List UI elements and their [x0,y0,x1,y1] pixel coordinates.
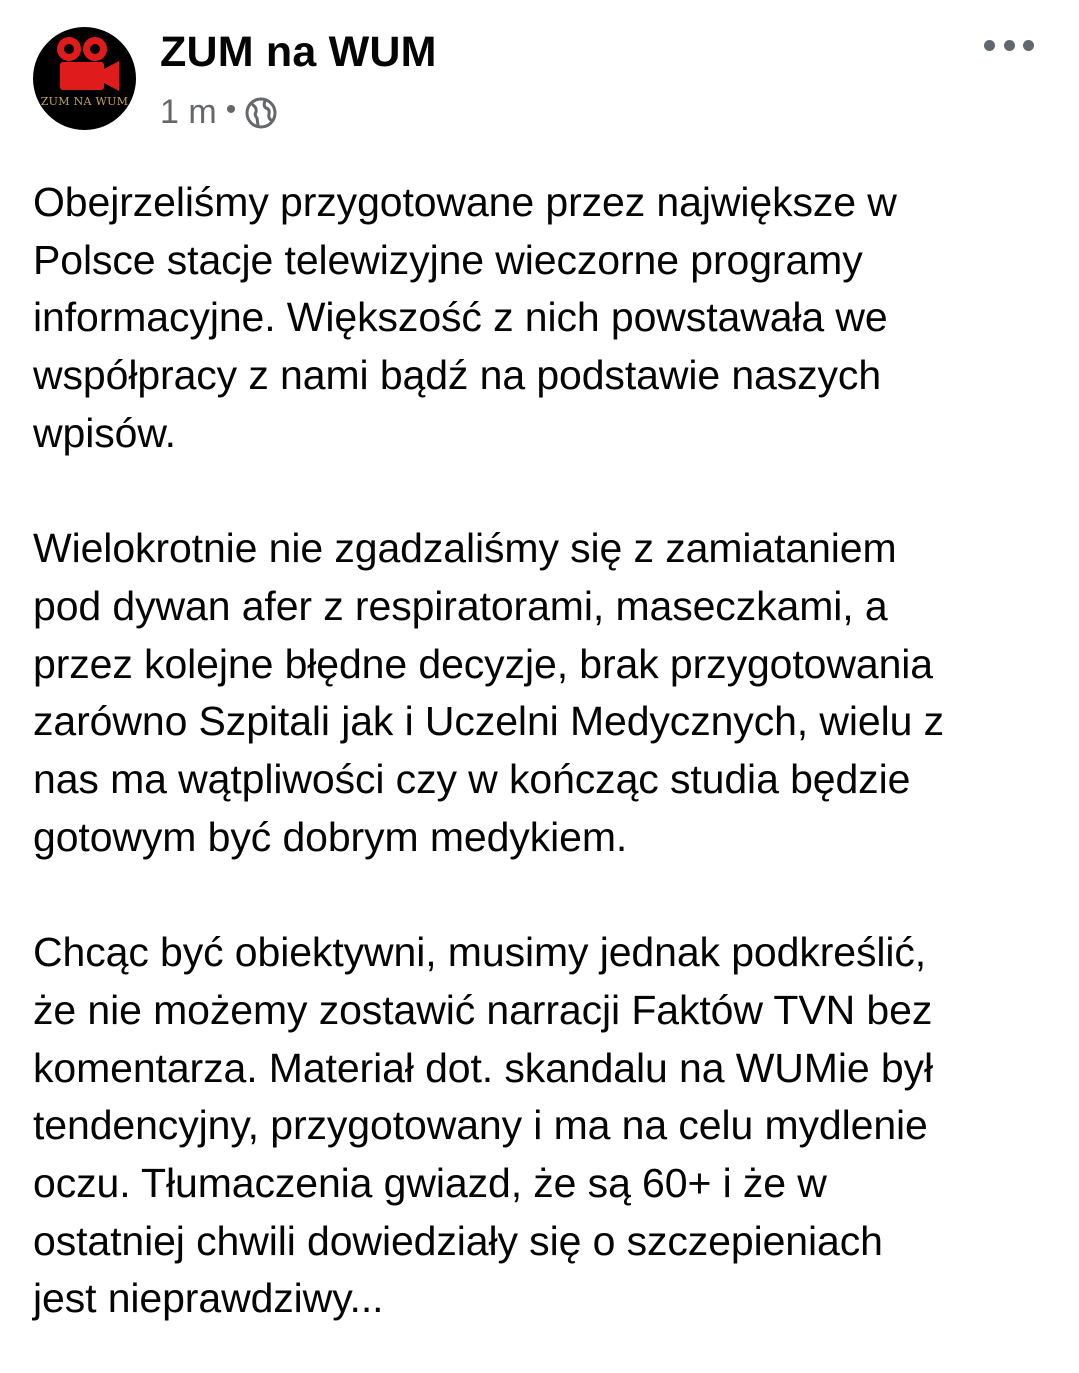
post-line: oczu. Tłumaczenia gwiazd, że są 60+ i że w [33,1159,827,1206]
globe-icon[interactable] [244,96,278,130]
post-line: jest nieprawdziwy... [33,1275,384,1322]
post-timestamp[interactable]: 1 m [160,92,217,131]
post-paragraph-3 [33,924,1073,1328]
post-line: Obejrzeliśmy przygotowane przez największe w [33,179,897,225]
page-avatar[interactable] [33,27,136,130]
post-line: ostatniej chwili dowiedziały się o szczepieniach [33,1217,883,1264]
post-body [33,174,1073,1328]
post-line: Polsce stacje telewizyjne wieczorne programy [33,236,863,283]
post-paragraph-2 [33,520,1073,866]
post-line: nas ma wątpliwości czy w kończąc studia będzie [33,756,911,803]
post-line: zarówno Szpitali jak i Uczelni Medycznych, wielu z [33,698,945,745]
post-line: tendencyjny, przygotowany i ma na celu mydlenie [33,1102,928,1149]
post-line: informacyjne. Większość z nich powstawała we [33,294,888,341]
post-meta [160,92,278,132]
post-line: wpisów. [33,409,176,456]
meta-separator: • [225,93,237,126]
more-dot [1023,40,1034,51]
post-line: że nie możemy zostawić narracji Faktów TVN bez [33,986,933,1033]
post-line: przez kolejne błędne decyzje, brak przygotowania [33,640,934,687]
post-line: Wielokrotnie nie zgadzaliśmy się z zamiataniem [33,525,897,572]
post-line: współpracy z nami bądź na podstawie naszych [33,352,882,399]
post-paragraph-1 [33,174,1073,463]
post-line: Chcąc być obiektywni, musimy jednak podkreślić, [33,929,927,976]
more-dot [984,40,995,51]
more-dot [1004,40,1015,51]
page-name[interactable]: ZUM na WUM [160,28,437,76]
more-options-icon[interactable] [984,30,1034,60]
post-line: pod dywan afer z respiratorami, maseczkami, a [33,582,888,629]
post-line: komentarza. Materiał dot. skandalu na WUMie był [33,1044,933,1091]
post-line: gotowym być dobrym medykiem. [33,813,628,860]
avatar-logo-text: ZUM NA WUM [40,95,129,108]
film-camera-icon [33,27,136,130]
post-header [0,0,1079,150]
